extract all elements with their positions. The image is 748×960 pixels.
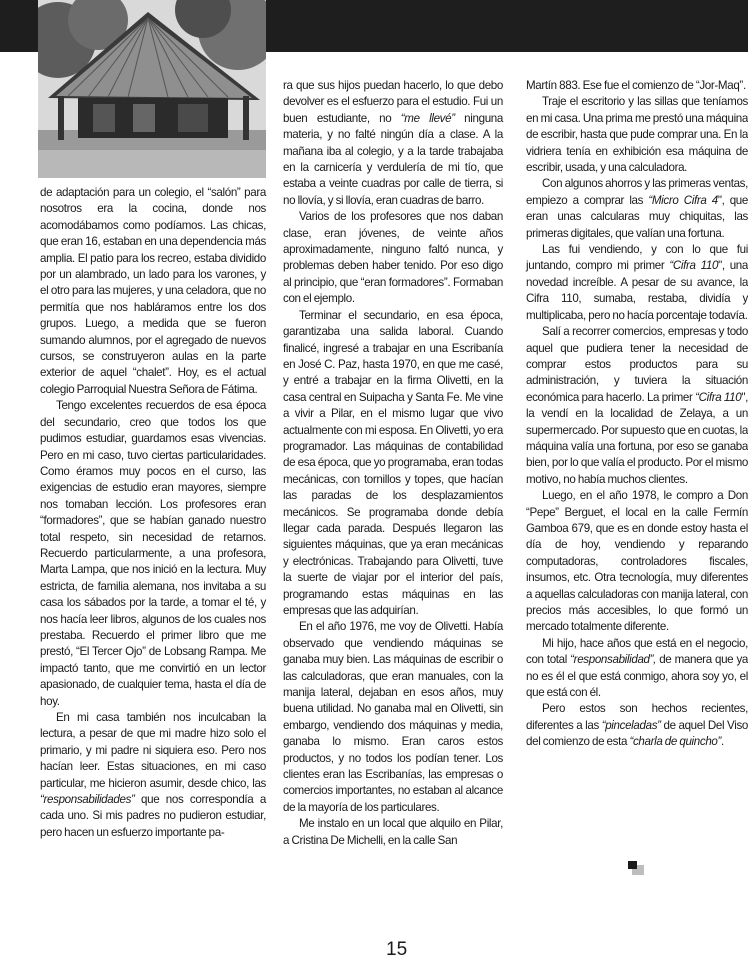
paragraph <box>526 176 748 242</box>
text-run: Con algunos ahorros y las primeras ventas, empiezo a comprar las <box>526 177 748 207</box>
text-run: ", la vendí en la localidad de Zelaya, a un supermercado. Por supuesto que en cuotas, la máquina valía una fortuna, por eso se ganaba bien, por lo que valía el producto. Por el mismo motivo, no había muchos clientes. <box>526 390 748 486</box>
text-run: Las fui vendiendo, y con lo que fui juntando, compro mi primer <box>526 243 748 273</box>
paragraph <box>40 710 266 841</box>
paragraph <box>526 636 748 702</box>
text-run: de manera que ya no es él el que está conmigo, ahora soy yo, el que está con él. <box>526 653 748 700</box>
text-run: Varios de los profesores que nos daban clase, eran jóvenes, de veinte años aproximadamente, ninguno faltó nunca, y problemas deben haber tenido. Por eso digo al principio, que “eran formadores”. Formaban con el ejemplo. <box>283 210 503 306</box>
italic-text: “Micro Cifra 4 <box>648 193 718 207</box>
italic-text: “me llevé” <box>400 111 455 125</box>
text-run: de aquel Del Viso del comienzo de esta <box>526 718 748 749</box>
text-run: En el año 1976, me voy de Olivetti. Había observado que vendiendo máquinas se ganaba muy bien. Las máquinas de escribir o las calculadoras, que eran manuales, con la manija lateral, dejaban en esos años, muy buena utilidad. No ganaba mal en Olivetti, sin embargo, vendiendo dos máquinas y media, ganaba lo mismo. Eran caros estos productos, y no todos los podían tener. Los clientes eran las Escribanías, las empresas o comercios importantes, no estaban al alcance de la mayoría de los particulares. <box>283 620 503 814</box>
paragraph <box>283 209 503 307</box>
text-run: En mi casa también nos inculcaban la lectura, a pesar de que mi madre hizo solo el primario, y mi padre ni siquiera eso. Pero nos hacían leer. Estas situaciones, en mi caso particular, me hicieron asumir, desde chico, las <box>40 711 266 790</box>
article-column-1 <box>40 185 266 841</box>
text-run: ra que sus hijos puedan hacerlo, lo que debo devolver es el esfuerzo para el estudio. Fui un buen estudiante, no <box>283 79 503 125</box>
paragraph <box>283 78 503 209</box>
article-column-3 <box>526 78 748 751</box>
text-run: Tengo excelentes recuerdos de esa época del secundario, creo que todos los que pudimos estudiar, guardamos esas vivencias. Pero en mi caso, tuvo ciertas particularidades. Como éramos muy pocos en el curso, las exigencias de estudio eran mayores, siempre nos tomaban lección. Los profesores eran “formadores”, que se habían ganado nuestro total respeto, sin necesidad de retarnos. Recuerdo particularmente, a una profesora, Marta Lampa, que nos inició en la lectura. Muy estricta, de familia alemana, nos invitaba a su casa los sábados por la tarde, a tomar el té, y nos hacía leer libros, algunos de los cuales nos prestaba. Recuerdo el primer libro que me prestó, “El Tercer Ojo” de Lobsang Rampa. Me impactó tanto, que me convirtió en un lector apasionado, de cualquier tema, hasta el día de hoy. <box>40 399 266 708</box>
paragraph <box>526 94 748 176</box>
text-run: Salí a recorrer comercios, empresas y todo aquel que pudiera tener la necesidad de comprar estos productos para su administración, y tuviera la situación económica para hacerlo. La primer <box>526 325 748 404</box>
article-column-2 <box>283 78 503 849</box>
italic-text: “pinceladas” <box>601 718 661 732</box>
quincho-photo <box>38 0 266 178</box>
text-run: Martín 883. Ese fue el comienzo de “Jor-Maq”. <box>526 79 746 92</box>
text-run: . <box>721 735 724 749</box>
italic-text: “charla de quincho” <box>629 735 722 749</box>
italic-text: “Cifra 110 <box>669 259 719 273</box>
paragraph <box>283 619 503 816</box>
paragraph <box>526 242 748 324</box>
italic-text: “responsabilidades” <box>40 793 135 807</box>
text-run: Terminar el secundario, en esa época, garantizaba una salida laboral. Cuando finalicé, ingresé a trabajar en una Escribanía en José C. Paz, hasta 1970, en que me casé, y entré a trabajar en la firma Olivetti, en la casa central en Suipacha y Santa Fe. Me vine a vivir a Pilar, en el mismo lugar que vivo actualmente con mi esposa. En Olivetti, yo era programador. Las máquinas de contabilidad de esa época, que yo programaba, eran todas mecánicas, con tornillos y topes, que hacían las paradas de los desplazamientos mecánicos. Se programaba donde debía llegar cada parada. Después llegaron las siguientes máquinas, que ya eran mecánicas y electrónicas. Trabajando para Olivetti, tuve la suerte de viajar por el interior del país, programando estas máquinas en las empresas que las adquirían. <box>283 308 503 617</box>
italic-text: “Cifra 110 <box>695 390 742 404</box>
text-run: Luego, en el año 1978, le compro a Don “Pepe” Berguet, el local en la calle Fermín Gamboa 679, que es en donde estoy hasta el día de hoy, vendiendo y reparando computadoras, controladores fiscales, insumos, etc. Otra tecnología, muy diferentes a aquellas calculadoras con manija lateral, con precios más accesibles, lo que formó un mercado totalmente diferente. <box>526 489 748 634</box>
text-run: Mi hijo, hace años que está en el negocio, con total <box>526 636 748 667</box>
text-run: que nos correspondía a cada uno. Si mis padres no pudieron estudiar, pero hacen un esfuerzo importante pa- <box>40 793 266 839</box>
paragraph <box>283 816 503 849</box>
text-run: Traje el escritorio y las sillas que teníamos en mi casa. Una prima me prestó una máquina de escribir, hasta que pude comprar una. En la vidriera tenía en exhibición esa máquina de escribir, usada, y una calculadora. <box>526 95 748 175</box>
paragraph <box>526 488 748 636</box>
text-run: Pero estos son hechos recientes, diferentes a las <box>526 702 748 732</box>
paragraph <box>526 701 748 750</box>
paragraph <box>40 185 266 398</box>
text-run: ", una novedad increíble. A pesar de su avance, la Cifra 110, sumaba, restaba, dividía y multiplicaba, pero no hacía porcentaje todavía. <box>526 259 748 322</box>
paragraph <box>526 324 748 488</box>
text-run: ", que eran unas calcularas muy chiquitas, las primeras digitales, que valían una fortuna. <box>526 193 748 240</box>
paragraph <box>283 308 503 620</box>
end-of-article-mark <box>628 861 644 875</box>
paragraph <box>526 78 748 94</box>
text-run: de adaptación para un colegio, el “salón” para nosotros era la cocina, donde nos acomodábamos como podíamos. Las chicas, que eran 16, estaban en una dependencia más amplia. El patio para los recreo, estaba dividido por un alambrado, un lado para los varones, y el otro para las mujeres, y una celadora, que no permitía que nos habláramos entre los dos grupos. Luego, a medida que se fueron sumando alumnos, por el agregado de nuevos cursos, se construyeron aulas en la parte exterior de aquel “chalet”. Hoy, es el actual colegio Parroquial Nuestra Señora de Fátima. <box>40 186 266 396</box>
paragraph <box>40 398 266 710</box>
text-run: Me instalo en un local que alquilo en Pilar, a Cristina De Michelli, en la calle San <box>283 817 503 847</box>
italic-text: “responsabilidad”, <box>570 653 657 667</box>
text-run: ninguna materia, y no falté ningún día a clase. A la mañana iba al colegio, y a la tarde trabajaba en la carnicería y verdulería de mi tío, que estaba a veinte cuadras por calle de tierra, si no llovía, y si llovía, eran cuadras de barro. <box>283 111 503 207</box>
page-number: 15 <box>386 939 408 960</box>
